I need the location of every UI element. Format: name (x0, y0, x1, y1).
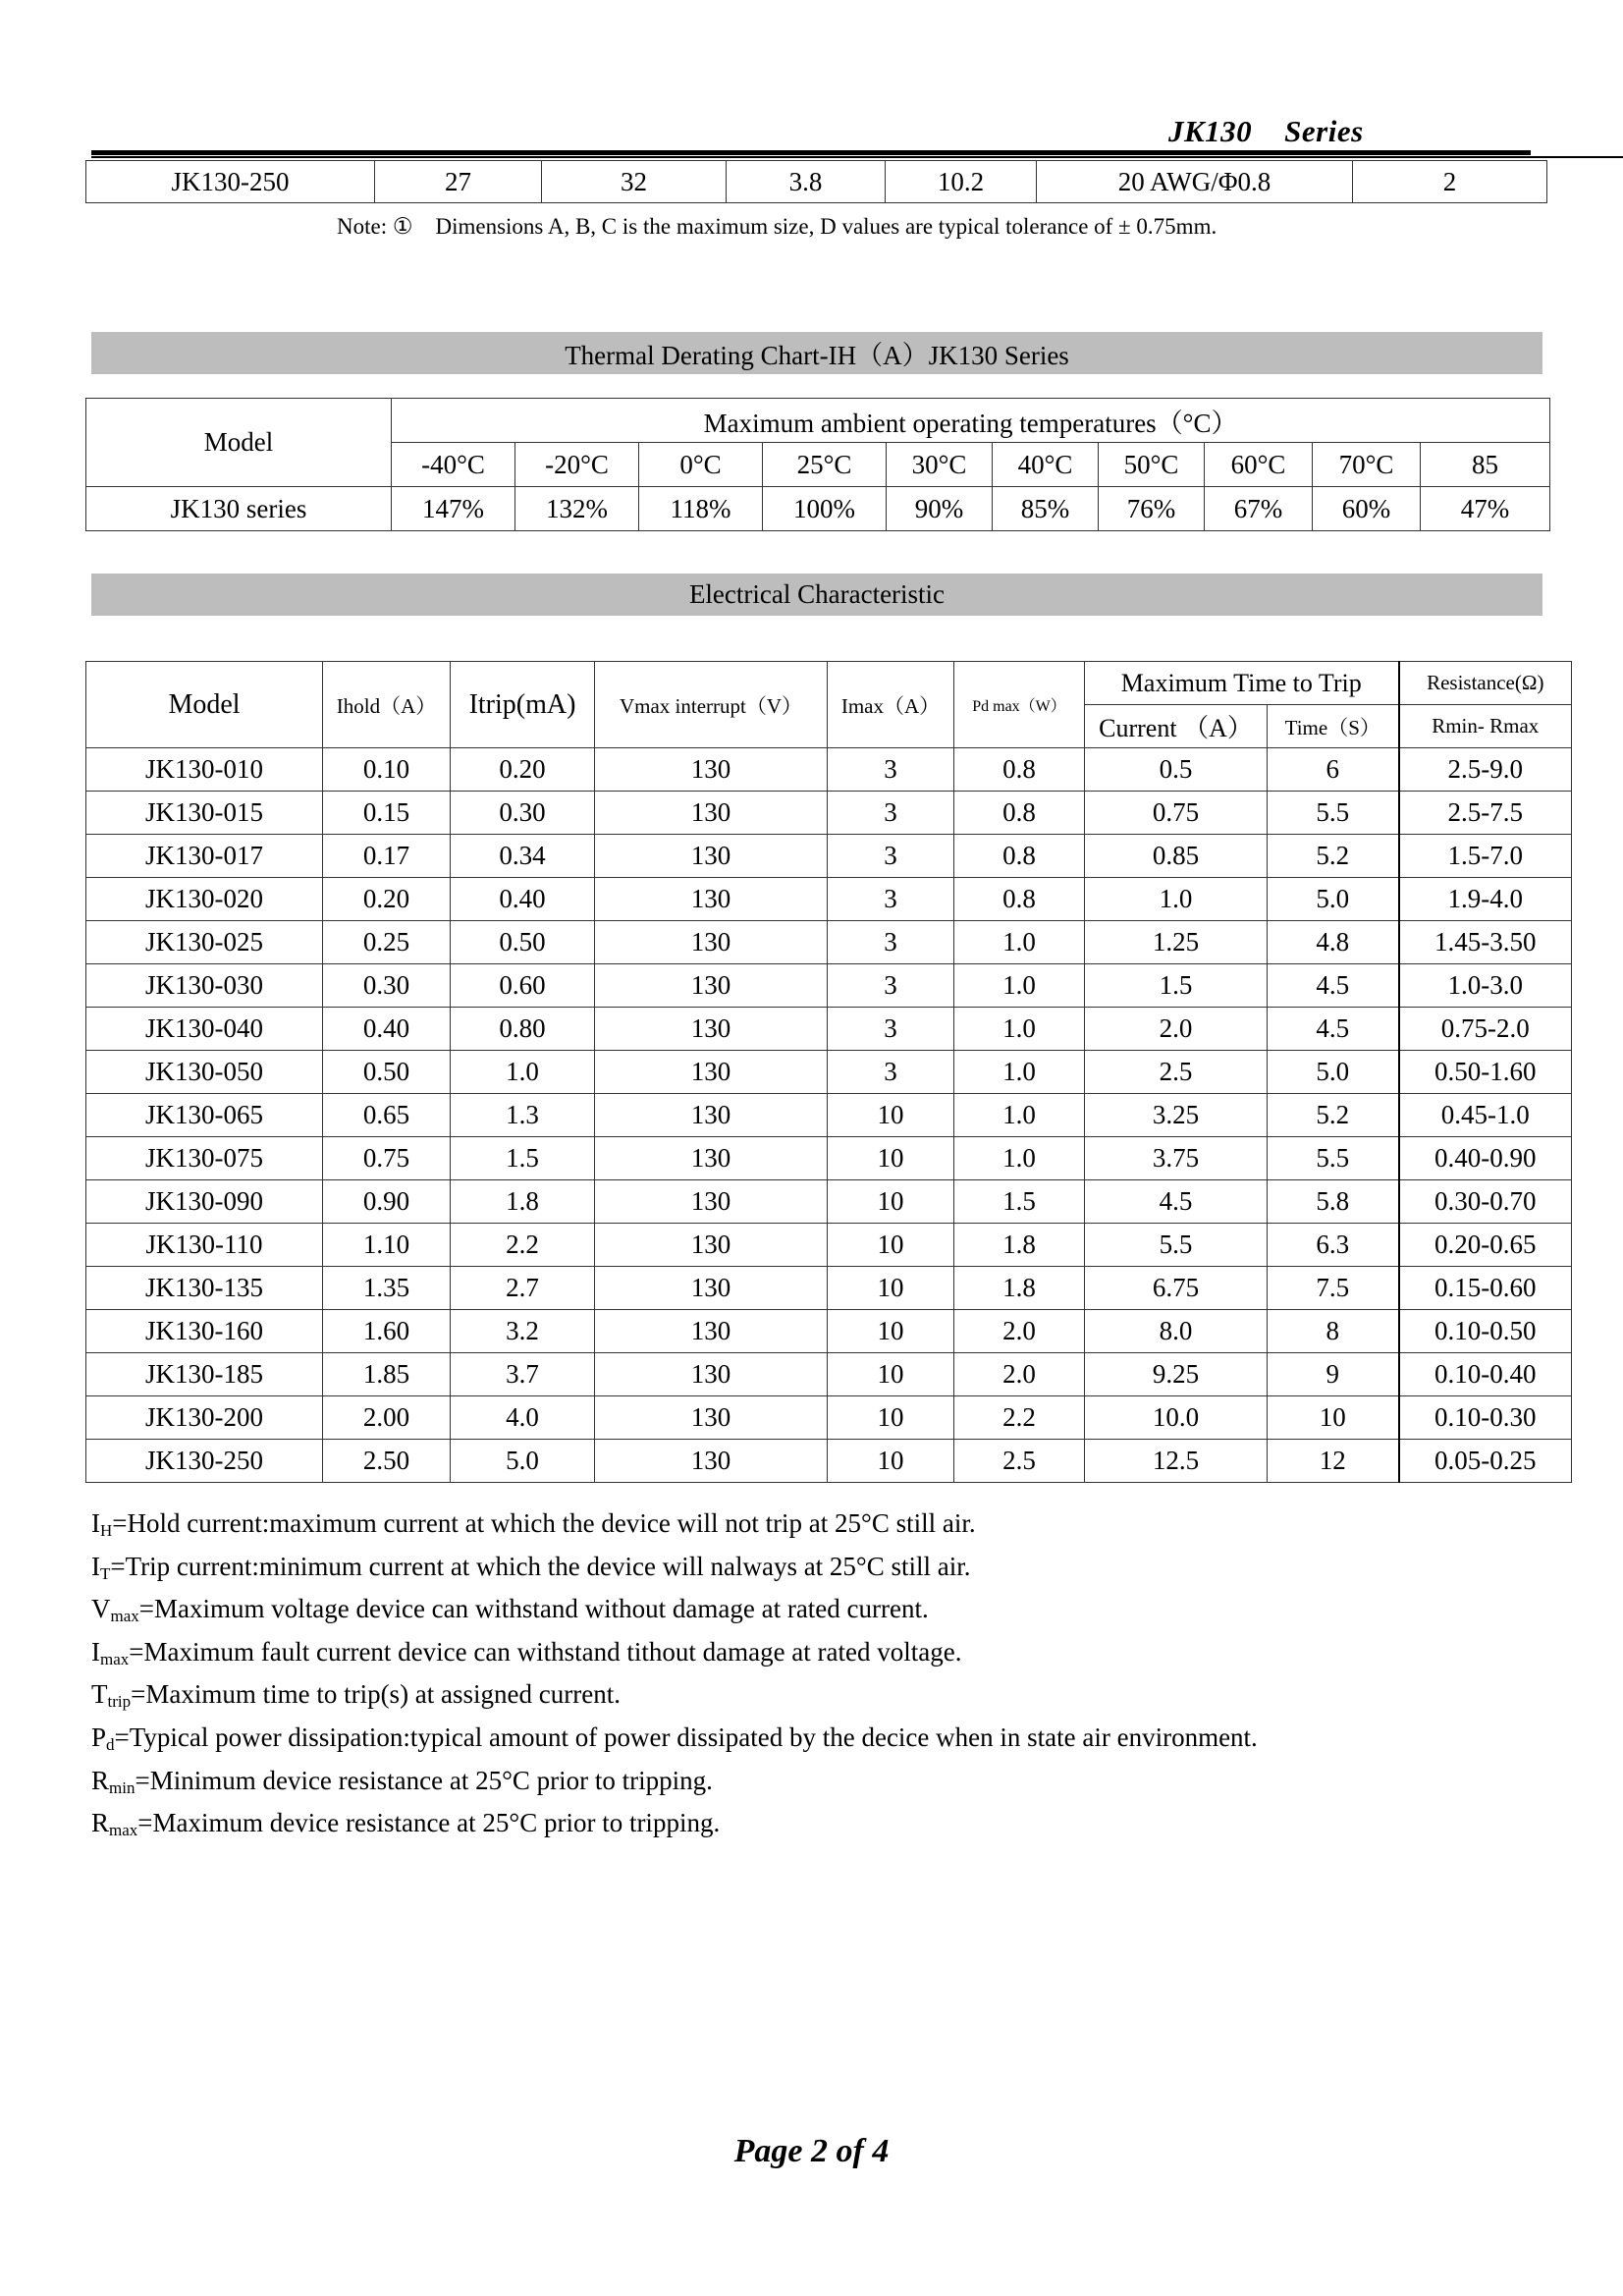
cell-ihold: 2.00 (323, 1396, 451, 1440)
cell-pdmax: 1.8 (954, 1224, 1085, 1267)
temp-header: 30°C (887, 443, 993, 487)
cell-itrip: 0.80 (451, 1008, 595, 1051)
cell-pdmax: 2.0 (954, 1353, 1085, 1396)
definition-symbol: I (91, 1551, 100, 1581)
cell-trip-current: 3.75 (1085, 1137, 1268, 1180)
cell-trip-time: 5.5 (1268, 1137, 1399, 1180)
cell-trip-current: 2.5 (1085, 1051, 1268, 1094)
header-pdmax: Pd max（W） (954, 662, 1085, 748)
cell-resistance: 0.50-1.60 (1399, 1051, 1572, 1094)
cell-model: JK130-090 (86, 1180, 323, 1224)
cell-resistance: 0.75-2.0 (1399, 1008, 1572, 1051)
cell-vmax: 130 (595, 1440, 828, 1483)
cell-trip-current: 5.5 (1085, 1224, 1268, 1267)
cell-pdmax: 0.8 (954, 835, 1085, 878)
cell-ihold: 2.50 (323, 1440, 451, 1483)
cell-imax: 3 (828, 1008, 954, 1051)
definition-text: =Maximum fault current device can withstand tithout damage at rated voltage. (129, 1636, 962, 1667)
table-row (86, 1353, 1572, 1396)
cell-model: JK130-040 (86, 1008, 323, 1051)
table-row (86, 1051, 1572, 1094)
cell-ihold: 0.20 (323, 878, 451, 921)
definition-subscript: H (100, 1521, 113, 1540)
cell-pdmax: 2.0 (954, 1310, 1085, 1353)
cell-trip-current: 12.5 (1085, 1440, 1268, 1483)
cell-imax: 3 (828, 835, 954, 878)
cell-pdmax: 1.0 (954, 1137, 1085, 1180)
cell-trip-time: 7.5 (1268, 1267, 1399, 1310)
derating-value: 76% (1099, 487, 1205, 531)
cell-ihold: 0.90 (323, 1180, 451, 1224)
cell-itrip: 3.7 (451, 1353, 595, 1396)
cell-ihold: 1.85 (323, 1353, 451, 1396)
table-row (86, 1396, 1572, 1440)
cell-ihold: 0.65 (323, 1094, 451, 1137)
cell-dim-b: 32 (542, 161, 727, 203)
cell-pdmax: 0.8 (954, 792, 1085, 835)
derating-value: 60% (1313, 487, 1421, 531)
header-imax: Imax（A） (828, 662, 954, 748)
cell-imax: 10 (828, 1396, 954, 1440)
cell-vmax: 130 (595, 878, 828, 921)
table-row (86, 748, 1572, 792)
cell-trip-time: 4.5 (1268, 1008, 1399, 1051)
electrical-characteristics-table (85, 661, 1572, 1483)
cell-itrip: 0.20 (451, 748, 595, 792)
cell-model: JK130-185 (86, 1353, 323, 1396)
cell-resistance: 0.30-0.70 (1399, 1180, 1572, 1224)
cell-ihold: 0.15 (323, 792, 451, 835)
definition-symbol: I (91, 1636, 100, 1667)
cell-model: JK130-015 (86, 792, 323, 835)
cell-ihold: 0.40 (323, 1008, 451, 1051)
dimension-note: Note: ① Dimensions A, B, C is the maximum size, D values are typical tolerance of ± 0.75mm. (337, 214, 1217, 239)
table-row (86, 1224, 1572, 1267)
cell-itrip: 1.5 (451, 1137, 595, 1180)
cell-resistance: 2.5-7.5 (1399, 792, 1572, 835)
cell-resistance: 0.20-0.65 (1399, 1224, 1572, 1267)
cell-trip-time: 5.2 (1268, 835, 1399, 878)
cell-itrip: 0.50 (451, 921, 595, 964)
derating-value: 100% (763, 487, 887, 531)
cell-imax: 10 (828, 1440, 954, 1483)
cell-resistance: 1.9-4.0 (1399, 878, 1572, 921)
cell-vmax: 130 (595, 1224, 828, 1267)
cell-model: JK130-110 (86, 1224, 323, 1267)
definition-item (91, 1631, 1258, 1674)
cell-resistance: 0.40-0.90 (1399, 1137, 1572, 1180)
table-row (86, 1094, 1572, 1137)
table-row (86, 878, 1572, 921)
cell-resistance: 0.45-1.0 (1399, 1094, 1572, 1137)
cell-dim-a: 27 (375, 161, 542, 203)
cell-imax: 10 (828, 1310, 954, 1353)
cell-trip-time: 4.5 (1268, 964, 1399, 1008)
table-row (86, 1267, 1572, 1310)
derating-value: 85% (993, 487, 1099, 531)
definition-symbol: I (91, 1508, 100, 1538)
definitions-list (91, 1503, 1258, 1845)
cell-model: JK130-030 (86, 964, 323, 1008)
table-row (86, 835, 1572, 878)
definition-item (91, 1503, 1258, 1546)
temp-header: 25°C (763, 443, 887, 487)
definition-subscript: max (110, 1607, 139, 1626)
cell-vmax: 130 (595, 964, 828, 1008)
cell-trip-time: 8 (1268, 1310, 1399, 1353)
cell-trip-time: 5.2 (1268, 1094, 1399, 1137)
derating-value: 47% (1421, 487, 1550, 531)
cell-trip-time: 5.8 (1268, 1180, 1399, 1224)
temp-header: 0°C (639, 443, 763, 487)
electrical-header-row (86, 662, 1572, 705)
cell-trip-current: 1.25 (1085, 921, 1268, 964)
definition-text: =Maximum device resistance at 25°C prior to tripping. (137, 1808, 721, 1838)
cell-resistance: 0.10-0.30 (1399, 1396, 1572, 1440)
temp-header: 70°C (1313, 443, 1421, 487)
cell-model: JK130-200 (86, 1396, 323, 1440)
cell-trip-current: 10.0 (1085, 1396, 1268, 1440)
header-itrip: Itrip(mA) (451, 662, 595, 748)
header-rule-thin (91, 156, 1623, 158)
cell-figure: 2 (1353, 161, 1547, 203)
cell-pdmax: 2.5 (954, 1440, 1085, 1483)
cell-resistance: 1.45-3.50 (1399, 921, 1572, 964)
cell-itrip: 2.7 (451, 1267, 595, 1310)
cell-vmax: 130 (595, 1180, 828, 1224)
definition-item (91, 1760, 1258, 1803)
document-series-title: JK130 Series (1168, 114, 1364, 148)
cell-trip-current: 1.5 (1085, 964, 1268, 1008)
header-rule (91, 150, 1531, 155)
cell-model: JK130-050 (86, 1051, 323, 1094)
cell-itrip: 1.8 (451, 1180, 595, 1224)
cell-trip-current: 0.85 (1085, 835, 1268, 878)
cell-imax: 10 (828, 1267, 954, 1310)
cell-trip-time: 4.8 (1268, 921, 1399, 964)
cell-trip-time: 12 (1268, 1440, 1399, 1483)
cell-pdmax: 1.5 (954, 1180, 1085, 1224)
table-row (86, 1440, 1572, 1483)
temp-header: 60°C (1205, 443, 1313, 487)
cell-ihold: 0.10 (323, 748, 451, 792)
cell-pdmax: 1.0 (954, 921, 1085, 964)
temp-header: 40°C (993, 443, 1099, 487)
table-row (86, 1008, 1572, 1051)
cell-itrip: 1.0 (451, 1051, 595, 1094)
cell-vmax: 130 (595, 748, 828, 792)
cell-trip-time: 5.5 (1268, 792, 1399, 835)
definition-text: =Maximum voltage device can withstand without damage at rated current. (138, 1594, 929, 1624)
cell-resistance: 1.5-7.0 (1399, 835, 1572, 878)
cell-ihold: 0.25 (323, 921, 451, 964)
definition-symbol: R (91, 1808, 110, 1838)
cell-itrip: 5.0 (451, 1440, 595, 1483)
cell-imax: 10 (828, 1137, 954, 1180)
derating-value: 147% (392, 487, 515, 531)
cell-itrip: 3.2 (451, 1310, 595, 1353)
cell-ihold: 0.17 (323, 835, 451, 878)
definition-subscript: T (100, 1563, 111, 1583)
table-row (86, 161, 1547, 203)
derating-value: 118% (639, 487, 763, 531)
cell-model: JK130-250 (86, 161, 375, 203)
definition-symbol: R (91, 1765, 110, 1795)
table-row (86, 792, 1572, 835)
cell-pdmax: 1.0 (954, 964, 1085, 1008)
cell-model: JK130-250 (86, 1440, 323, 1483)
cell-pdmax: 1.8 (954, 1267, 1085, 1310)
definition-item (91, 1717, 1258, 1760)
derating-value: 67% (1205, 487, 1313, 531)
header-trip-current: Current （A） (1085, 705, 1268, 748)
definition-item (91, 1802, 1258, 1845)
cell-dim-c: 3.8 (727, 161, 886, 203)
cell-lead-wire: 20 AWG/Φ0.8 (1037, 161, 1353, 203)
cell-imax: 3 (828, 748, 954, 792)
cell-vmax: 130 (595, 835, 828, 878)
derating-value: 132% (515, 487, 639, 531)
cell-vmax: 130 (595, 1267, 828, 1310)
cell-pdmax: 0.8 (954, 878, 1085, 921)
cell-itrip: 0.40 (451, 878, 595, 921)
thermal-row-label: JK130 series (86, 487, 392, 531)
cell-trip-time: 5.0 (1268, 1051, 1399, 1094)
temp-header: 85 (1421, 443, 1550, 487)
thermal-group-header: Maximum ambient operating temperatures（°C） (392, 399, 1550, 443)
definition-symbol: V (91, 1594, 111, 1624)
cell-resistance: 0.05-0.25 (1399, 1440, 1572, 1483)
cell-trip-current: 3.25 (1085, 1094, 1268, 1137)
thermal-derating-table (85, 398, 1550, 531)
definition-subscript: max (100, 1649, 130, 1668)
cell-resistance: 2.5-9.0 (1399, 748, 1572, 792)
definition-symbol: P (91, 1722, 107, 1752)
cell-trip-current: 2.0 (1085, 1008, 1268, 1051)
cell-vmax: 130 (595, 1353, 828, 1396)
cell-trip-current: 9.25 (1085, 1353, 1268, 1396)
cell-model: JK130-160 (86, 1310, 323, 1353)
cell-ihold: 1.60 (323, 1310, 451, 1353)
thermal-model-header: Model (86, 399, 392, 487)
cell-trip-time: 5.0 (1268, 878, 1399, 921)
cell-pdmax: 0.8 (954, 748, 1085, 792)
cell-trip-current: 0.75 (1085, 792, 1268, 835)
cell-imax: 10 (828, 1224, 954, 1267)
definition-text: =Hold current:maximum current at which the device will not trip at 25°C still air. (112, 1508, 976, 1538)
cell-imax: 10 (828, 1353, 954, 1396)
cell-ihold: 0.30 (323, 964, 451, 1008)
cell-imax: 3 (828, 921, 954, 964)
table-row (86, 1310, 1572, 1353)
cell-resistance: 0.10-0.40 (1399, 1353, 1572, 1396)
table-row (86, 487, 1550, 531)
cell-imax: 3 (828, 1051, 954, 1094)
definition-symbol: T (91, 1679, 108, 1710)
header-model: Model (86, 662, 323, 748)
electrical-table-body (86, 748, 1572, 1483)
cell-imax: 3 (828, 964, 954, 1008)
cell-itrip: 4.0 (451, 1396, 595, 1440)
cell-vmax: 130 (595, 1094, 828, 1137)
cell-itrip: 0.34 (451, 835, 595, 878)
cell-trip-time: 6 (1268, 748, 1399, 792)
definition-text: =Trip current:minimum current at which the device will nalways at 25°C still air. (110, 1551, 971, 1581)
table-row (86, 964, 1572, 1008)
cell-trip-time: 10 (1268, 1396, 1399, 1440)
definition-item (91, 1673, 1258, 1717)
cell-vmax: 130 (595, 1310, 828, 1353)
cell-itrip: 1.3 (451, 1094, 595, 1137)
cell-pdmax: 1.0 (954, 1008, 1085, 1051)
cell-pdmax: 1.0 (954, 1051, 1085, 1094)
header-ihold: Ihold（A） (323, 662, 451, 748)
cell-vmax: 130 (595, 1008, 828, 1051)
cell-pdmax: 1.0 (954, 1094, 1085, 1137)
definition-subscript: trip (107, 1692, 132, 1712)
header-rmin-rmax: Rmin- Rmax (1399, 705, 1572, 748)
header-trip-time: Time（S） (1268, 705, 1399, 748)
definition-item (91, 1546, 1258, 1589)
thermal-header-row (86, 399, 1550, 443)
cell-pdmax: 2.2 (954, 1396, 1085, 1440)
cell-vmax: 130 (595, 1137, 828, 1180)
definition-text: =Maximum time to trip(s) at assigned current. (131, 1679, 621, 1710)
table-row (86, 1180, 1572, 1224)
definition-text: =Typical power dissipation:typical amount of power dissipated by the decice when in state air environment. (114, 1722, 1258, 1752)
cell-model: JK130-020 (86, 878, 323, 921)
cell-vmax: 130 (595, 921, 828, 964)
cell-trip-current: 4.5 (1085, 1180, 1268, 1224)
header-vmax: Vmax interrupt（V） (595, 662, 828, 748)
cell-vmax: 130 (595, 1396, 828, 1440)
cell-imax: 3 (828, 878, 954, 921)
cell-model: JK130-025 (86, 921, 323, 964)
cell-model: JK130-135 (86, 1267, 323, 1310)
temp-header: -40°C (392, 443, 515, 487)
table-row (86, 921, 1572, 964)
cell-resistance: 1.0-3.0 (1399, 964, 1572, 1008)
electrical-section-title: Electrical Characteristic (91, 574, 1542, 616)
definition-item (91, 1588, 1258, 1631)
cell-model: JK130-075 (86, 1137, 323, 1180)
header-resistance: Resistance(Ω) (1399, 662, 1572, 705)
cell-itrip: 0.30 (451, 792, 595, 835)
header-time-to-trip: Maximum Time to Trip (1085, 662, 1399, 705)
cell-ihold: 0.75 (323, 1137, 451, 1180)
cell-trip-current: 0.5 (1085, 748, 1268, 792)
temp-header: 50°C (1099, 443, 1205, 487)
definition-text: =Minimum device resistance at 25°C prior to tripping. (135, 1765, 713, 1795)
cell-dim-d: 10.2 (886, 161, 1037, 203)
cell-model: JK130-010 (86, 748, 323, 792)
page-number: Page 2 of 4 (733, 2133, 890, 2169)
cell-imax: 10 (828, 1094, 954, 1137)
definition-subscript: max (109, 1821, 138, 1840)
cell-vmax: 130 (595, 1051, 828, 1094)
cell-trip-time: 9 (1268, 1353, 1399, 1396)
cell-itrip: 2.2 (451, 1224, 595, 1267)
cell-vmax: 130 (595, 792, 828, 835)
cell-model: JK130-017 (86, 835, 323, 878)
cell-imax: 10 (828, 1180, 954, 1224)
definition-subscript: min (109, 1777, 135, 1797)
cell-model: JK130-065 (86, 1094, 323, 1137)
cell-ihold: 0.50 (323, 1051, 451, 1094)
temp-header: -20°C (515, 443, 639, 487)
cell-itrip: 0.60 (451, 964, 595, 1008)
cell-resistance: 0.10-0.50 (1399, 1310, 1572, 1353)
derating-value: 90% (887, 487, 993, 531)
cell-resistance: 0.15-0.60 (1399, 1267, 1572, 1310)
cell-imax: 3 (828, 792, 954, 835)
cell-ihold: 1.10 (323, 1224, 451, 1267)
dimension-table (85, 160, 1547, 203)
cell-trip-current: 1.0 (1085, 878, 1268, 921)
cell-ihold: 1.35 (323, 1267, 451, 1310)
cell-trip-current: 6.75 (1085, 1267, 1268, 1310)
cell-trip-current: 8.0 (1085, 1310, 1268, 1353)
thermal-section-title: Thermal Derating Chart-IH（A）JK130 Series (91, 332, 1542, 374)
definition-subscript: d (106, 1734, 115, 1754)
table-row (86, 1137, 1572, 1180)
cell-trip-time: 6.3 (1268, 1224, 1399, 1267)
